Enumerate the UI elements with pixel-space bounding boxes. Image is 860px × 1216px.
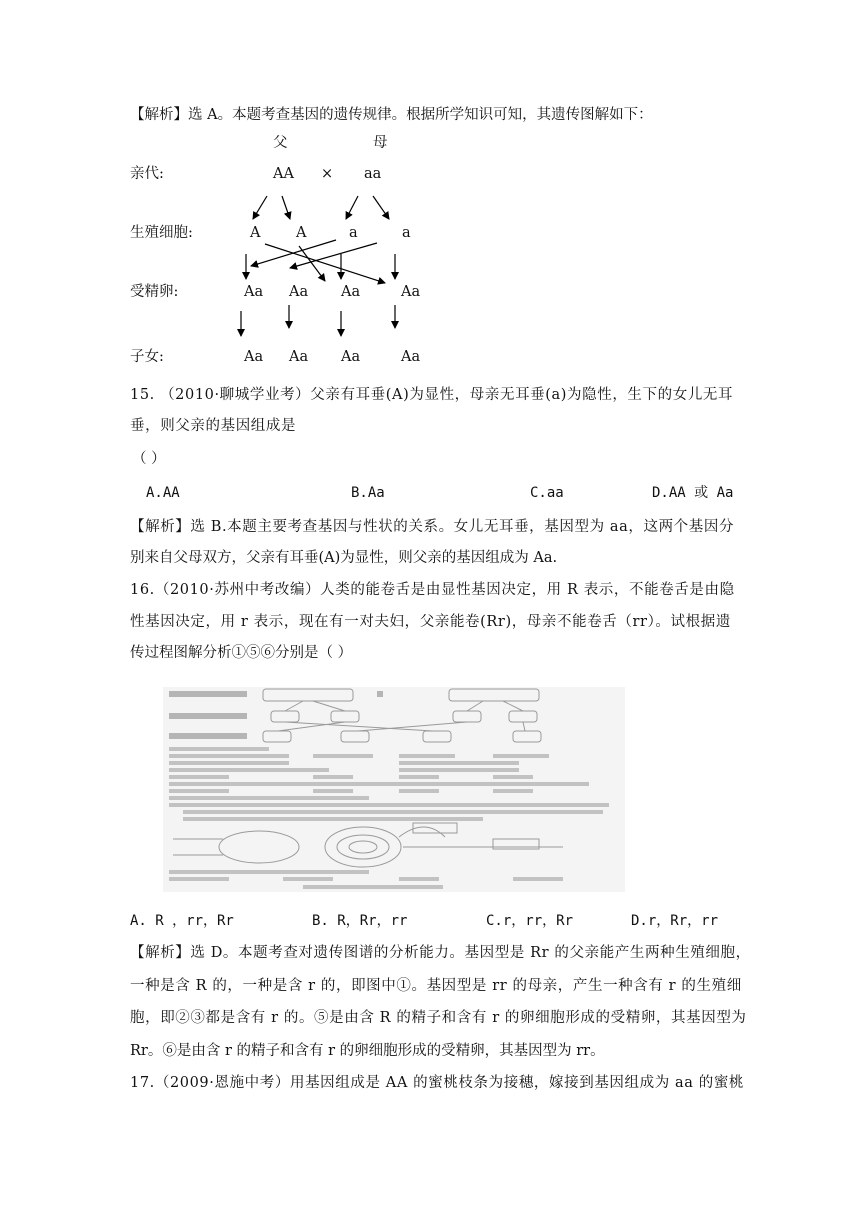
option-b: B. R，Rr，rr xyxy=(312,913,408,929)
row-label-offspring: 子女: xyxy=(130,349,164,365)
question-17-line-1: 17.（2009·恩施中考）用基因组成是 AA 的蜜桃枝条为接穗，嫁接到基因组成为 aa 的蜜桃 xyxy=(130,1075,745,1091)
question-16-line-3: 传过程图解分析①⑤⑥分别是（ ） xyxy=(130,645,353,661)
gamete: a xyxy=(402,225,411,241)
answer-paren: （ ） xyxy=(132,451,166,467)
zygote: Aa xyxy=(289,284,309,300)
option-a: A.AA xyxy=(146,485,180,501)
offspring: Aa xyxy=(341,349,361,365)
option-a: A. R ，rr，Rr xyxy=(130,913,234,929)
gamete: a xyxy=(349,225,358,241)
parent-genotype-mother: aa xyxy=(364,166,382,182)
arrow xyxy=(265,244,385,283)
scanned-genetics-figure xyxy=(163,687,625,892)
option-d: D.r，Rr，rr xyxy=(631,913,719,929)
analysis-16-line-1: 【解析】选 D。本题考查对遗传图谱的分析能力。基因型是 Rr 的父亲能产生两种生殖细胞， xyxy=(130,945,751,961)
analysis-16-line-3: 胞，即②③都是含有 r 的。⑤是由含 R 的精子和含有 r 的卵细胞形成的受精卵，其基因型为 xyxy=(130,1010,747,1026)
mother-label: 母 xyxy=(373,135,388,151)
cross-arrows xyxy=(0,0,860,400)
gamete: A xyxy=(296,225,307,241)
zygote: Aa xyxy=(401,284,421,300)
father-label: 父 xyxy=(273,135,288,151)
analysis-16-line-2: 一种是含 R 的，一种是含 r 的，即图中①。基因型是 rr 的母亲，产生一种含有 r 的生殖细 xyxy=(130,978,742,994)
question-15-line-1: 15. （2010·聊城学业考）父亲有耳垂(A)为显性，母亲无耳垂(a)为隐性，生下的女儿无耳 xyxy=(130,387,734,403)
option-b: B.Aa xyxy=(351,485,385,501)
analysis-15-line-1: 【解析】选 B.本题主要考查基因与性状的关系。女儿无耳垂，基因型为 aa，这两个基因分 xyxy=(130,519,735,535)
zygote: Aa xyxy=(244,284,264,300)
question-16-line-2: 性基因决定，用 r 表示，现在有一对夫妇，父亲能卷(Rr)，母亲不能卷舌（rr）。试根据遗 xyxy=(130,614,731,630)
question-16-line-1: 16.（2010·苏州中考改编）人类的能卷舌是由显性基因决定，用 R 表示，不能卷舌是由隐 xyxy=(130,582,735,598)
zygote: Aa xyxy=(341,284,361,300)
offspring: Aa xyxy=(244,349,264,365)
option-c: C.aa xyxy=(530,485,564,501)
row-label-zygote: 受精卵: xyxy=(130,284,179,300)
scan-image xyxy=(163,687,625,892)
row-label-parents: 亲代: xyxy=(130,166,164,182)
analysis-15-line-2: 别来自父母双方，父亲有耳垂(A)为显性，则父亲的基因组成为 Aa. xyxy=(130,550,558,566)
analysis-14-text: 【解析】选 A。本题考查基因的遗传规律。根据所学知识可知，其遗传图解如下： xyxy=(130,107,653,123)
cross-symbol: × xyxy=(321,166,334,182)
option-c: C.r，rr，Rr xyxy=(486,913,574,929)
arrow xyxy=(290,243,377,268)
arrow xyxy=(299,246,325,281)
arrow xyxy=(253,196,267,219)
arrow xyxy=(346,196,358,219)
offspring: Aa xyxy=(289,349,309,365)
question-15-line-2: 垂，则父亲的基因组成是 xyxy=(130,418,297,434)
arrow xyxy=(373,196,389,219)
analysis-16-line-4: Rr。⑥是由含 r 的精子和含有 r 的卵细胞形成的受精卵，其基因型为 rr。 xyxy=(130,1043,605,1059)
offspring: Aa xyxy=(401,349,421,365)
row-label-gametes: 生殖细胞: xyxy=(130,225,193,241)
arrow xyxy=(282,196,290,219)
option-d: D.AA 或 Aa xyxy=(652,485,734,501)
gamete: A xyxy=(250,225,261,241)
parent-genotype-father: AA xyxy=(273,166,294,182)
